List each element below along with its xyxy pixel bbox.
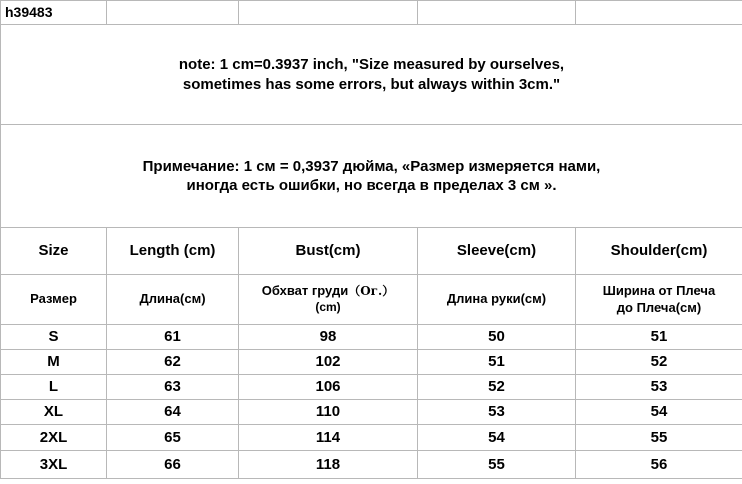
sleeve-cell: 55 <box>418 451 576 479</box>
header-bust: Bust(cm) <box>239 228 418 275</box>
sleeve-cell: 53 <box>418 400 576 425</box>
empty-cell <box>576 1 742 25</box>
header-sleeve: Sleeve(cm) <box>418 228 576 275</box>
length-cell: 64 <box>107 400 239 425</box>
table-row <box>1 451 742 479</box>
size-cell: L <box>1 375 107 400</box>
note-russian <box>1 125 742 228</box>
shoulder-cell: 53 <box>576 375 742 400</box>
table-row <box>1 375 742 400</box>
size-cell: 3XL <box>1 451 107 479</box>
product-code: h39483 <box>1 1 107 25</box>
note-ru-row <box>1 125 742 228</box>
sleeve-cell: 52 <box>418 375 576 400</box>
sleeve-cell: 50 <box>418 325 576 350</box>
header-ru-bust-og: （Ог.） <box>348 284 395 299</box>
header-ru-shoulder-line2: до Плеча(см) <box>616 299 702 315</box>
note-russian-line2: иногда есть ошибки, но всегда в пределах 3 см ». <box>186 177 557 194</box>
shoulder-cell: 55 <box>576 425 742 451</box>
bust-cell: 106 <box>239 375 418 400</box>
length-cell: 61 <box>107 325 239 350</box>
note-english-line2: sometimes has some errors, but always within 3cm." <box>182 75 561 93</box>
empty-cell <box>418 1 576 25</box>
size-cell: S <box>1 325 107 350</box>
bust-cell: 118 <box>239 451 418 479</box>
size-cell: XL <box>1 400 107 425</box>
header-ru-size: Размер <box>1 275 107 325</box>
header-ru-bust-label: Обхват груди <box>261 283 349 299</box>
header-ru-shoulder-line1: Ширина от Плеча <box>602 282 716 298</box>
shoulder-cell: 56 <box>576 451 742 479</box>
table-row <box>1 425 742 451</box>
length-cell: 63 <box>107 375 239 400</box>
header-shoulder: Shoulder(cm) <box>576 228 742 275</box>
empty-cell <box>239 1 418 25</box>
length-cell: 62 <box>107 350 239 375</box>
shoulder-cell: 51 <box>576 325 742 350</box>
size-cell: M <box>1 350 107 375</box>
shoulder-cell: 52 <box>576 350 742 375</box>
empty-cell <box>107 1 239 25</box>
shoulder-cell: 54 <box>576 400 742 425</box>
header-ru-length: Длина(см) <box>107 275 239 325</box>
header-ru-sleeve: Длина руки(см) <box>418 275 576 325</box>
note-en-row <box>1 25 742 125</box>
note-english-line1: note: 1 cm=0.3937 inch, "Size measured by ourselves, <box>178 56 565 73</box>
code-row <box>1 1 742 25</box>
bust-cell: 102 <box>239 350 418 375</box>
sleeve-cell: 51 <box>418 350 576 375</box>
length-cell: 65 <box>107 425 239 451</box>
table-row <box>1 350 742 375</box>
table-row <box>1 325 742 350</box>
header-length: Length (cm) <box>107 228 239 275</box>
bust-cell: 110 <box>239 400 418 425</box>
header-ru-shoulder <box>576 275 742 325</box>
length-cell: 66 <box>107 451 239 479</box>
sleeve-cell: 54 <box>418 425 576 451</box>
header-en-row <box>1 228 742 275</box>
header-ru-bust-unit: (cm) <box>315 300 341 315</box>
note-english <box>1 25 742 125</box>
bust-cell: 98 <box>239 325 418 350</box>
header-size: Size <box>1 228 107 275</box>
header-ru-bust <box>239 275 418 325</box>
bust-cell: 114 <box>239 425 418 451</box>
size-cell: 2XL <box>1 425 107 451</box>
table-row <box>1 400 742 425</box>
note-russian-line1: Примечание: 1 см = 0,3937 дюйма, «Размер измеряется нами, <box>142 157 601 175</box>
header-ru-row <box>1 275 742 325</box>
